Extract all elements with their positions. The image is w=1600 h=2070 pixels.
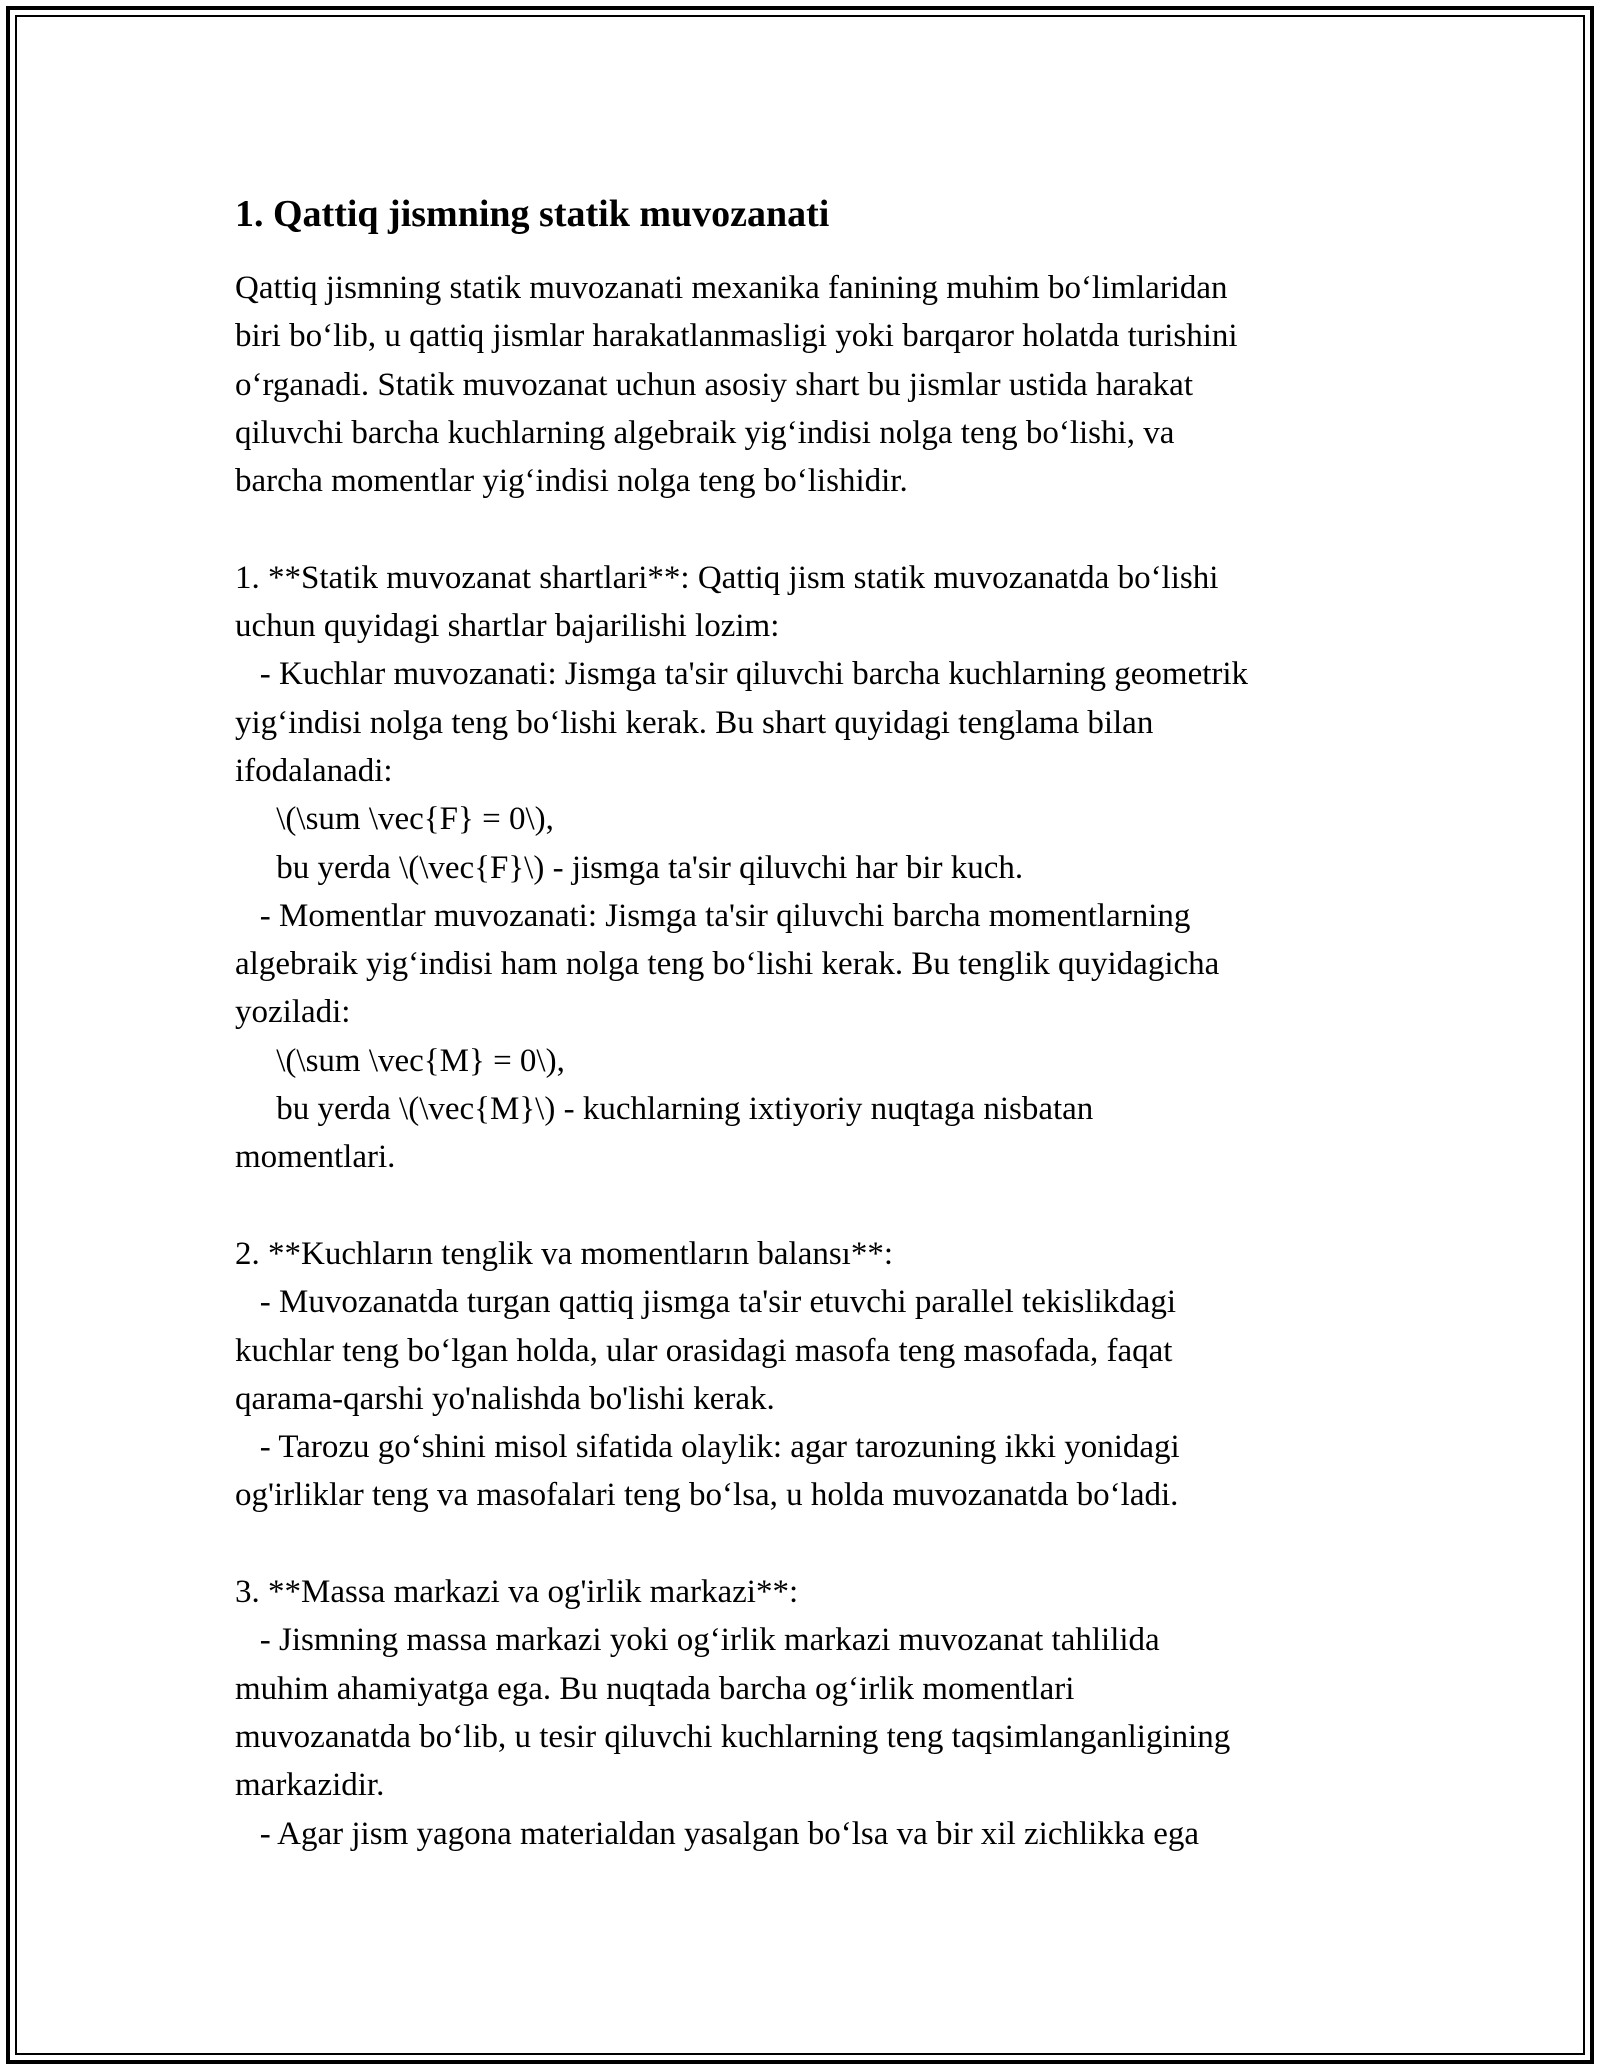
text-line: muvozanatda boʻlib, u tesir qiluvchi kuchlarning teng taqsimlanganligining [235,1718,1231,1755]
text-line: 1. **Statik muvozanat shartlari**: Qattiq jism statik muvozanatda boʻlishi [235,559,1219,596]
text-line: - Tarozu goʻshini misol sifatida olaylik: agar tarozuning ikki yonidagi [235,1429,1180,1466]
intro-paragraph [235,264,1385,505]
blank-line [235,1520,1385,1568]
formula-line: \(\sum \vec{M} = 0\), [235,1042,565,1079]
text-line: ifodalanadi: [235,752,393,789]
text-line: algebraik yigʻindisi ham nolga teng boʻlishi kerak. Bu tenglik quyidagicha [235,946,1220,983]
blank-line [235,1182,1385,1230]
text-line: qarama-qarshi yo'nalishda bo'lishi kerak. [235,1380,775,1417]
text-line: momentlari. [235,1139,396,1176]
text-line: og'irliklar teng va masofalari teng boʻlsa, u holda muvozanatda boʻladi. [235,1477,1179,1514]
text-line: - Agar jism yagona materialdan yasalgan boʻlsa va bir xil zichlikka ega [235,1815,1200,1852]
document-title: 1. Qattiq jismning statik muvozanati [235,193,830,235]
text-line: barcha momentlar yigʻindisi nolga teng boʻlishidir. [235,463,908,500]
text-line: bu yerda \(\vec{F}\) - jismga ta'sir qiluvchi har bir kuch. [235,849,1024,886]
section-2 [235,1230,1385,1520]
text-line: muhim ahamiyatga ega. Bu nuqtada barcha ogʻirlik momentlari [235,1670,1075,1707]
text-line: - Momentlar muvozanati: Jismga ta'sir qiluvchi barcha momentlarning [235,897,1191,934]
text-line: qiluvchi barcha kuchlarning algebraik yigʻindisi nolga teng boʻlishi, va [235,414,1175,451]
text-line: - Jismning massa markazi yoki ogʻirlik markazi muvozanat tahlilida [235,1622,1160,1659]
text-line: yigʻindisi nolga teng boʻlishi kerak. Bu shart quyidagi tenglama bilan [235,704,1154,741]
text-line: Qattiq jismning statik muvozanati mexanika fanining muhim boʻlimlaridan [235,270,1228,306]
text-line: - Muvozanatda turgan qattiq jismga ta'sir etuvchi parallel tekislikdagi [235,1284,1176,1321]
section-3 [235,1568,1385,1858]
text-line: yoziladi: [235,994,351,1031]
text-line: kuchlar teng boʻlgan holda, ular orasidagi masofa teng masofada, faqat [235,1332,1173,1369]
document-body [235,186,1385,1858]
section-1 [235,554,1385,1182]
text-line: bu yerda \(\vec{M}\) - kuchlarning ixtiyoriy nuqtaga nisbatan [235,1091,1094,1128]
formula-line: \(\sum \vec{F} = 0\), [235,801,554,838]
text-line: uchun quyidagi shartlar bajarilishi lozim: [235,608,780,645]
text-line: biri boʻlib, u qattiq jismlar harakatlanmasligi yoki barqaror holatda turishini [235,318,1238,355]
text-line: 2. **Kuchların tenglik va momentların balansı**: [235,1235,894,1272]
text-line: markazidir. [235,1767,385,1804]
blank-line [235,505,1385,553]
text-line: 3. **Massa markazi va og'irlik markazi**: [235,1574,799,1611]
text-line: oʻrganadi. Statik muvozanat uchun asosiy shart bu jismlar ustida harakat [235,366,1193,403]
text-line: - Kuchlar muvozanati: Jismga ta'sir qiluvchi barcha kuchlarning geometrik [235,656,1249,693]
